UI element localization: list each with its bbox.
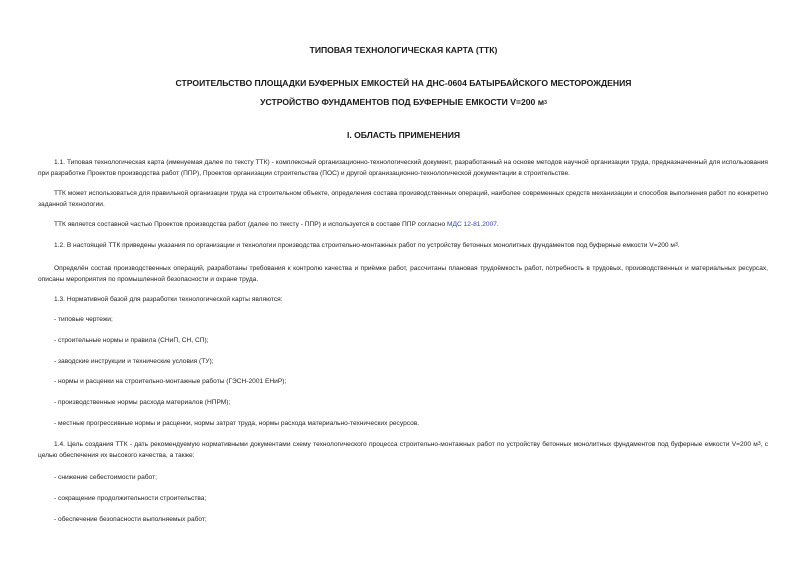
paragraph-usage: ТТК может использоваться для правильной организации труда на строительном объекте, определения состава производственных операций, наиболее современных средств механизации и способов выполнения работ по конкретно заданной технологии. [38,190,768,208]
unit-superscript: 3 [674,242,678,248]
goal-list-item: - снижение себестоимости работ; [54,474,157,481]
unit-superscript: 3 [544,100,547,106]
goal-list-item: - сокращение продолжительности строительства; [54,495,207,502]
paragraph-1-3: 1.3. Нормативной базой для разработки технологической карты являются: [54,296,283,303]
norm-list-item: - строительные нормы и правила (СНиП, СН, СП); [54,337,209,344]
norm-list-item: - нормы и расценки на строительно-монтажные работы (ГЭСН-2001 ЕНиР); [54,378,287,385]
document-subtitle-work: УСТРОЙСТВО ФУНДАМЕНТОВ ПОД БУФЕРНЫЕ ЕМКОСТИ V=200 $м^3$ [260,97,547,107]
document-title: ТИПОВАЯ ТЕХНОЛОГИЧЕСКАЯ КАРТА (ТТК) [309,45,498,55]
paragraph-1-2: 1.2. В настоящей ТТК приведены указания по организации и технологии производства строительно-монтажных работ по устройству бетонных монолитных фундаментов под буферные емкости V=200 $м^3$. [54,242,680,249]
unit-superscript: 3 [757,441,761,447]
goal-list-item: - обеспечение безопасности выполняемых работ; [54,516,207,523]
norm-list-item: - местные прогрессивные нормы и расценки, нормы затрат труда, нормы расхода материально-технических ресурсов. [54,420,420,427]
section-heading: I. ОБЛАСТЬ ПРИМЕНЕНИЯ [346,130,461,140]
paragraph-defined: Определён состав производственных операций, разработаны требования к контролю качества и приёмке работ, рассчитаны плановая трудоёмкость работ, потребность в трудовых, производственных и материальных ресурсах, описаны мероприятия по промышленной безопасности и охране труда. [38,265,768,283]
norm-list-item: - типовые чертежи; [54,316,113,323]
document-subtitle-object: СТРОИТЕЛЬСТВО ПЛОЩАДКИ БУФЕРНЫХ ЕМКОСТЕЙ НА ДНС-0604 БАТЫРБАЙСКОГО МЕСТОРОЖДЕНИЯ [175,78,632,88]
paragraph-1-4: 1.4. Цель создания ТТК - дать рекомендуемую нормативными документами схему технологического процесса строительно-монтажных работ по устройству бетонных монолитных фундаментов под буферные емкости V=200 $м^3$, с целью обеспечения их высокого качества, а также: [38,441,768,459]
norm-list-item: - производственные нормы расхода материалов (НПРМ); [54,399,231,406]
norm-list-item: - заводские инструкции и технические условия (ТУ); [54,358,214,365]
paragraph-1-1: 1.1. Типовая технологическая карта (именуемая далее по тексту ТТК) - комплексный организационно-технологический документ, разработанный на основе методов научной организации труда, предназначенный для использования при разработке Проектов производства работ (ППР), Проектов организации строительства (ПОС) и другой организационно-технологической документации в строительстве. [38,159,768,177]
mds-link[interactable]: МДС 12-81.2007 [446,221,497,228]
paragraph-ppr: ТТК является составной частью Проектов производства работ (далее по тексту - ППР) и используется в составе ППР согласно МДС 12-81.2007. [54,221,499,228]
